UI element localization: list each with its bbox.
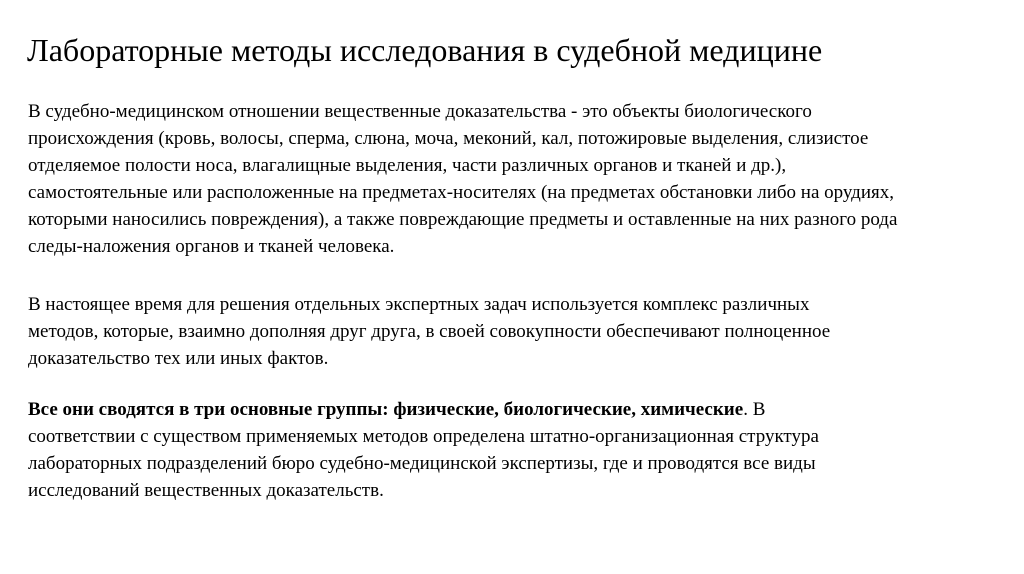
paragraph-line: самостоятельные или расположенные на предметах-носителях (на предметах обстановки либо на орудиях, <box>28 182 895 203</box>
paragraph-line: происхождения (кровь, волосы, сперма, слюна, моча, меконий, кал, потожировые выделения, слизистое <box>28 128 869 149</box>
paragraph-physical-evidence <box>28 98 1003 260</box>
paragraph-line: лабораторных подразделений бюро судебно-медицинской экспертизы, где и проводятся все виды <box>28 453 816 474</box>
slide-title: Лабораторные методы исследования в судебной медицине <box>27 32 823 68</box>
paragraph-line: методов, которые, взаимно дополняя друг друга, в своей совокупности обеспечивают полноценное <box>28 321 831 342</box>
paragraph-methods-complex <box>28 291 1003 372</box>
paragraph-line: следы-наложения органов и тканей человека. <box>28 236 395 257</box>
paragraph-line: доказательство тех или иных фактов. <box>28 348 329 369</box>
paragraph-line: В настоящее время для решения отдельных экспертных задач используется комплекс различных <box>28 294 810 315</box>
paragraph-method-groups <box>28 396 1003 504</box>
paragraph-line: которыми наносились повреждения), а также повреждающие предметы и оставленные на них разного рода <box>28 209 898 230</box>
paragraph-line: соответствии с существом применяемых методов определена штатно-организационная структура <box>28 426 819 447</box>
paragraph-line: В судебно-медицинском отношении вещественные доказательства - это объекты биологического <box>28 101 812 122</box>
paragraph-line: исследований вещественных доказательств. <box>28 480 384 501</box>
method-groups-lead-rest: . В <box>743 399 766 420</box>
method-groups-bold-text: Все они сводятся в три основные группы: физические, биологические, химические <box>28 399 744 420</box>
paragraph-line <box>28 396 1003 423</box>
paragraph-line: отделяемое полости носа, влагалищные выделения, части различных органов и тканей и др.), <box>28 155 787 176</box>
